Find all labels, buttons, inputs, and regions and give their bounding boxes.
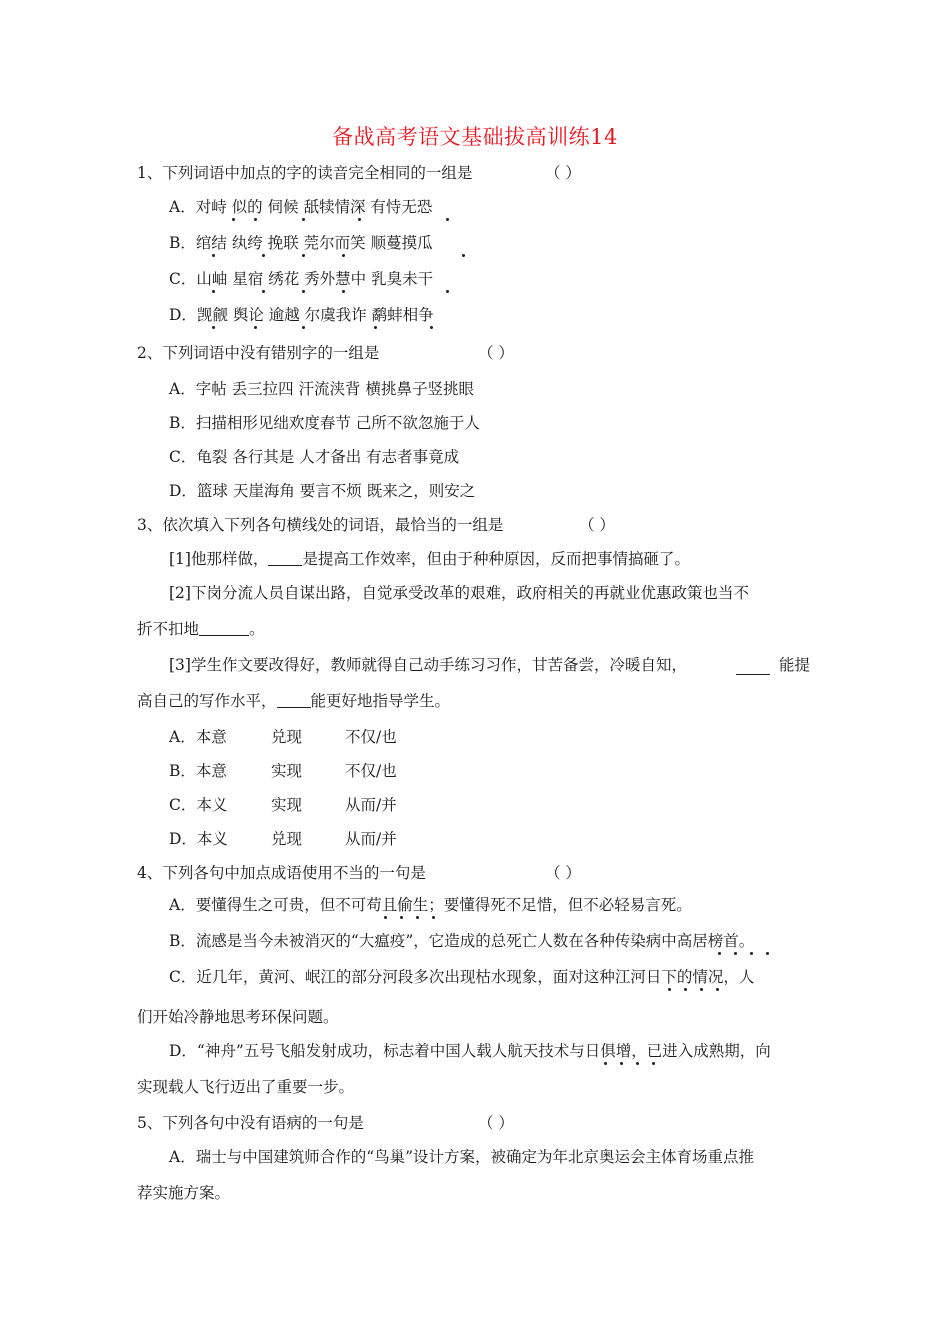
q3-blank-4 [277,692,311,708]
q3-option-d: D．本义 兑现 从而/并 [169,830,397,848]
q2-option-d: D．篮球 天崖海角 要言不烦 既来之，则安之 [169,482,476,500]
answer-paren-4: （ ） [545,864,581,882]
question-3-stem: 3、依次填入下列各句横线处的词语，最恰当的一组是 [137,516,504,534]
q3-blank-1 [268,550,302,566]
q4-option-c-line-2: 们开始冷静地思考环保问题。 [137,1008,339,1026]
q3-s3-mid: 高自己的写作水平， [137,692,277,710]
q1-option-b: B．绾结 纨绔 挽联 莞尔而笑 顺蔓摸瓜 [169,234,433,252]
q3-blank-3 [736,659,770,675]
q3-s3-end: 能更好地指导学生。 [310,692,451,710]
answer-paren-2: （ ） [478,344,514,362]
q4-option-d-line-2: 实现载人飞行迈出了重要一步。 [137,1078,355,1096]
q5-option-a-line-2: 荐实施方案。 [137,1184,231,1202]
q3-option-c: C．本义 实现 从而/并 [169,796,397,814]
question-1-stem: 1、下列词语中加点的字的读音完全相同的一组是 [137,164,473,182]
answer-paren-3: （ ） [579,516,615,534]
q3-s1-before: [1]他那样做， [169,550,269,568]
q3-sentence-2-line-2 [137,618,265,640]
q4-option-c-line-1: C．近几年，黄河、岷江的部分河段多次出现枯水现象，面对这种江河日下的情况，人 [169,968,755,986]
q3-s2-after: 。 [249,620,265,638]
q3-sentence-2-line-1: [2]下岗分流人员自谋出路，自觉承受改革的艰难，政府相关的再就业优惠政策也当不 [169,584,749,602]
question-5-stem: 5、下列各句中没有语病的一句是 [137,1114,364,1132]
q3-blank-2 [199,620,249,636]
q3-sentence-3-line-2 [137,690,450,712]
q3-s3-before: [3]学生作文要改得好，教师就得自己动手练习习作，甘苦备尝，冷暖自知， [169,656,687,674]
q3-sentence-1 [169,548,690,570]
answer-paren-5: （ ） [478,1114,514,1132]
question-4-stem: 4、下列各句中加点成语使用不当的一句是 [137,864,426,882]
q1-option-a: A．对峙 似的 伺候 舐犊情深 有恃无恐 [169,198,433,216]
q3-option-b: B．本意 实现 不仅/也 [169,762,397,780]
question-2-stem: 2、下列词语中没有错别字的一组是 [137,344,380,362]
q4-option-b: B．流感是当今未被消灭的“大瘟疫”，它造成的总死亡人数在各种传染病中高居榜首。 [169,932,755,950]
q5-option-a-line-1: A．瑞士与中国建筑师合作的“鸟巢”设计方案，被确定为年北京奥运会主体育场重点推 [169,1148,755,1166]
q3-s3-after: 能提 [779,656,811,674]
answer-paren-1: （ ） [545,164,581,182]
q4-option-a: A．要懂得生之可贵，但不可苟且偷生；要懂得死不足惜，但不必轻易言死。 [169,896,692,914]
q2-option-a: A．字帖 丢三拉四 汗流浃背 横挑鼻子竖挑眼 [169,380,474,398]
q1-option-d: D．觊觎 舆论 逾越 尔虞我诈 鹬蚌相争 [169,306,434,324]
q3-s2-before: 折不扣地 [137,620,200,638]
q3-s1-after: 是提高工作效率，但由于种种原因，反而把事情搞砸了。 [302,550,690,568]
q3-sentence-3-line-1 [169,654,687,676]
q1-option-c: C．山岫 星宿 绣花 秀外慧中 乳臭未干 [169,270,434,288]
q2-option-c: C．龟裂 各行其是 人才备出 有志者事竟成 [169,448,460,466]
q2-option-b: B．扫描相形见绌欢度春节 己所不欲忽施于人 [169,414,480,432]
page-title: 备战高考语文基础拔高训练14 [332,125,618,149]
q4-option-d-line-1: D．“神舟”五号飞船发射成功，标志着中国人载人航天技术与日俱增，已进入成熟期，向 [169,1042,771,1060]
q3-option-a: A．本意 兑现 不仅/也 [169,728,397,746]
